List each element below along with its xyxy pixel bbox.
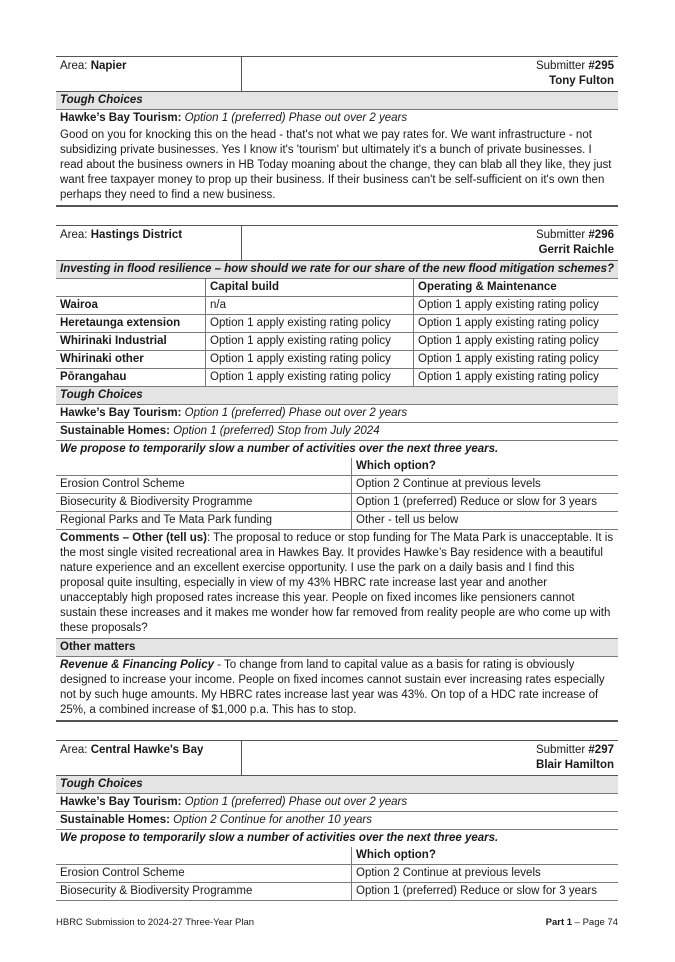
footer-document-title: HBRC Submission to 2024-27 Three-Year Plan [56, 917, 255, 928]
submitter-cell [242, 57, 618, 91]
table-row [56, 315, 618, 333]
which-option-heading: Which option? [356, 849, 436, 861]
activity-option: Option 1 (preferred) Reduce or slow for 3 years [356, 885, 597, 897]
table-row [56, 512, 618, 530]
flood-capital-value: Option 1 apply existing rating policy [206, 351, 414, 368]
submission-header [56, 740, 618, 776]
activity-name: Biosecurity & Biodiversity Programme [56, 883, 352, 900]
flood-capital-value: n/a [206, 297, 414, 314]
homes-row [56, 423, 618, 441]
submission-296 [56, 225, 618, 722]
submitter-number: #295 [588, 60, 614, 72]
tourism-row [56, 405, 618, 423]
table-row [56, 494, 618, 512]
comments-text: : The proposal to reduce or stop funding for The Mata Park is unacceptable. It is the most single visited recreational area in Hawkes Bay. It provides Hawke’s Bay residence with a beautiful nature experience and an excellent exercise opportunity. I use the park on a daily basis and I find this proposal quite insulting, especially in view of my 43% HBRC rate increase last year and another unacceptably high proposed rates increase this year. People on fixed incomes like pensioners cannot sustain these increases and it makes me wonder how far removed from reality people are who come up with these proposals? [60, 532, 614, 634]
which-option-heading: Which option? [356, 460, 436, 472]
tourism-value: Option 1 (preferred) Phase out over 2 years [184, 407, 408, 419]
submitter-label: Submitter [535, 60, 589, 72]
footer-part: Part 1 [545, 917, 573, 928]
slow-table-header [56, 847, 618, 865]
flood-table-header [56, 279, 618, 297]
slow-col-blank [56, 847, 352, 864]
tourism-label: Hawke’s Bay Tourism: [60, 796, 185, 808]
flood-operating-value: Option 1 apply existing rating policy [418, 299, 599, 311]
activity-name: Erosion Control Scheme [56, 865, 352, 882]
flood-capital-value: Option 1 apply existing rating policy [206, 369, 414, 386]
comment-text: Good on you for knocking this on the head - that's not what we pay rates for. We want infrastructure - not subsidizing private businesses. Yes I know it's 'tourism' but ultimately it's a bunch of private businesses. I read about the business owners in HB Today moaning about the change, they can blab all they like, they just want free taxpayer money to prop up their business. If their business can't be self-sufficient on it's own then perhaps they need to find a new business. [56, 127, 618, 207]
page-footer [56, 917, 618, 928]
footer-page-number [546, 917, 618, 928]
flood-capital-value: Option 1 apply existing rating policy [206, 333, 414, 350]
area-label: Area: [60, 744, 91, 756]
tourism-value: Option 1 (preferred) Phase out over 2 years [184, 112, 408, 124]
activity-name: Biosecurity & Biodiversity Programme [56, 494, 352, 511]
area-value: Napier [90, 60, 127, 72]
comments-block [56, 530, 618, 639]
submitter-number: #297 [588, 744, 614, 756]
tourism-label: Hawke’s Bay Tourism: [60, 407, 185, 419]
flood-scheme-name: Wairoa [56, 297, 206, 314]
flood-operating-value: Option 1 apply existing rating policy [418, 335, 599, 347]
slow-table-header [56, 458, 618, 476]
revenue-label: Revenue & Financing Policy [60, 659, 215, 671]
flood-capital-value: Option 1 apply existing rating policy [206, 315, 414, 332]
flood-operating-value: Option 1 apply existing rating policy [418, 371, 599, 383]
flood-col-capital: Capital build [206, 279, 414, 296]
activity-name: Erosion Control Scheme [56, 476, 352, 493]
flood-operating-value: Option 1 apply existing rating policy [418, 317, 599, 329]
area-cell [56, 741, 242, 775]
submission-header [56, 56, 618, 92]
activity-option: Option 2 Continue at previous levels [356, 867, 541, 879]
flood-scheme-name: Heretaunga extension [56, 315, 206, 332]
tourism-row [56, 794, 618, 812]
flood-col-operating: Operating & Maintenance [418, 281, 557, 293]
homes-value: Option 1 (preferred) Stop from July 2024 [173, 425, 380, 437]
section-heading-tough-choices: Tough Choices [56, 776, 618, 794]
activity-option: Option 1 (preferred) Reduce or slow for 3 years [356, 496, 597, 508]
slow-activities-heading: We propose to temporarily slow a number of activities over the next three years. [60, 443, 499, 455]
area-cell [56, 57, 242, 91]
slow-activities-heading: We propose to temporarily slow a number of activities over the next three years. [60, 832, 499, 844]
section-heading-tough-choices: Tough Choices [56, 92, 618, 110]
submission-295 [56, 56, 618, 207]
submitter-number: #296 [588, 229, 614, 241]
activity-name: Regional Parks and Te Mata Park funding [56, 512, 352, 529]
table-row [56, 297, 618, 315]
comments-label: Comments – Other (tell us) [60, 532, 207, 544]
submitter-name: Gerrit Raichle [538, 244, 614, 256]
revenue-text: - To change from land to capital value as a basis for rating is obviously designed to increase your income. People on fixed incomes cannot sustain ever increasing rates especially not by such huge amounts. My HBRC rates increase last year was 43%. On top of a HDC rate increase of 25%, a combined increase of $1,000 p.a. This has to stop. [60, 659, 605, 716]
homes-row [56, 812, 618, 830]
area-value: Hastings District [90, 229, 183, 241]
tourism-value: Option 1 (preferred) Phase out over 2 years [184, 796, 408, 808]
area-cell [56, 226, 242, 260]
flood-col-blank [56, 279, 206, 296]
flood-scheme-name: Whirinaki Industrial [56, 333, 206, 350]
flood-operating-value: Option 1 apply existing rating policy [418, 353, 599, 365]
homes-label: Sustainable Homes: [60, 814, 174, 826]
submitter-name: Blair Hamilton [536, 759, 614, 771]
submitter-label: Submitter [535, 744, 589, 756]
table-row [56, 883, 618, 901]
submitter-label: Submitter [535, 229, 589, 241]
table-row [56, 476, 618, 494]
area-label: Area: [60, 60, 91, 72]
area-label: Area: [60, 229, 91, 241]
submission-297 [56, 740, 618, 901]
activity-option: Option 2 Continue at previous levels [356, 478, 541, 490]
section-heading-other-matters: Other matters [56, 639, 618, 657]
document-page [56, 56, 618, 901]
flood-scheme-name: Whirinaki other [56, 351, 206, 368]
footer-page: – Page 74 [572, 917, 618, 928]
submitter-cell [242, 741, 618, 775]
activity-option: Other - tell us below [356, 514, 459, 526]
submission-header [56, 225, 618, 261]
submitter-cell [242, 226, 618, 260]
table-row [56, 865, 618, 883]
flood-heading: Investing in flood resilience – how should we rate for our share of the new flood mitigation schemes? [56, 261, 618, 279]
table-row [56, 369, 618, 387]
flood-scheme-name: Pōrangahau [56, 369, 206, 386]
tourism-label: Hawke’s Bay Tourism: [60, 112, 185, 124]
tourism-row [56, 110, 618, 127]
slow-col-blank [56, 458, 352, 475]
homes-value: Option 2 Continue for another 10 years [173, 814, 372, 826]
homes-label: Sustainable Homes: [60, 425, 174, 437]
table-row [56, 351, 618, 369]
revenue-block [56, 657, 618, 722]
area-value: Central Hawke's Bay [90, 744, 204, 756]
table-row [56, 333, 618, 351]
section-heading-tough-choices: Tough Choices [56, 387, 618, 405]
submitter-name: Tony Fulton [549, 75, 614, 87]
